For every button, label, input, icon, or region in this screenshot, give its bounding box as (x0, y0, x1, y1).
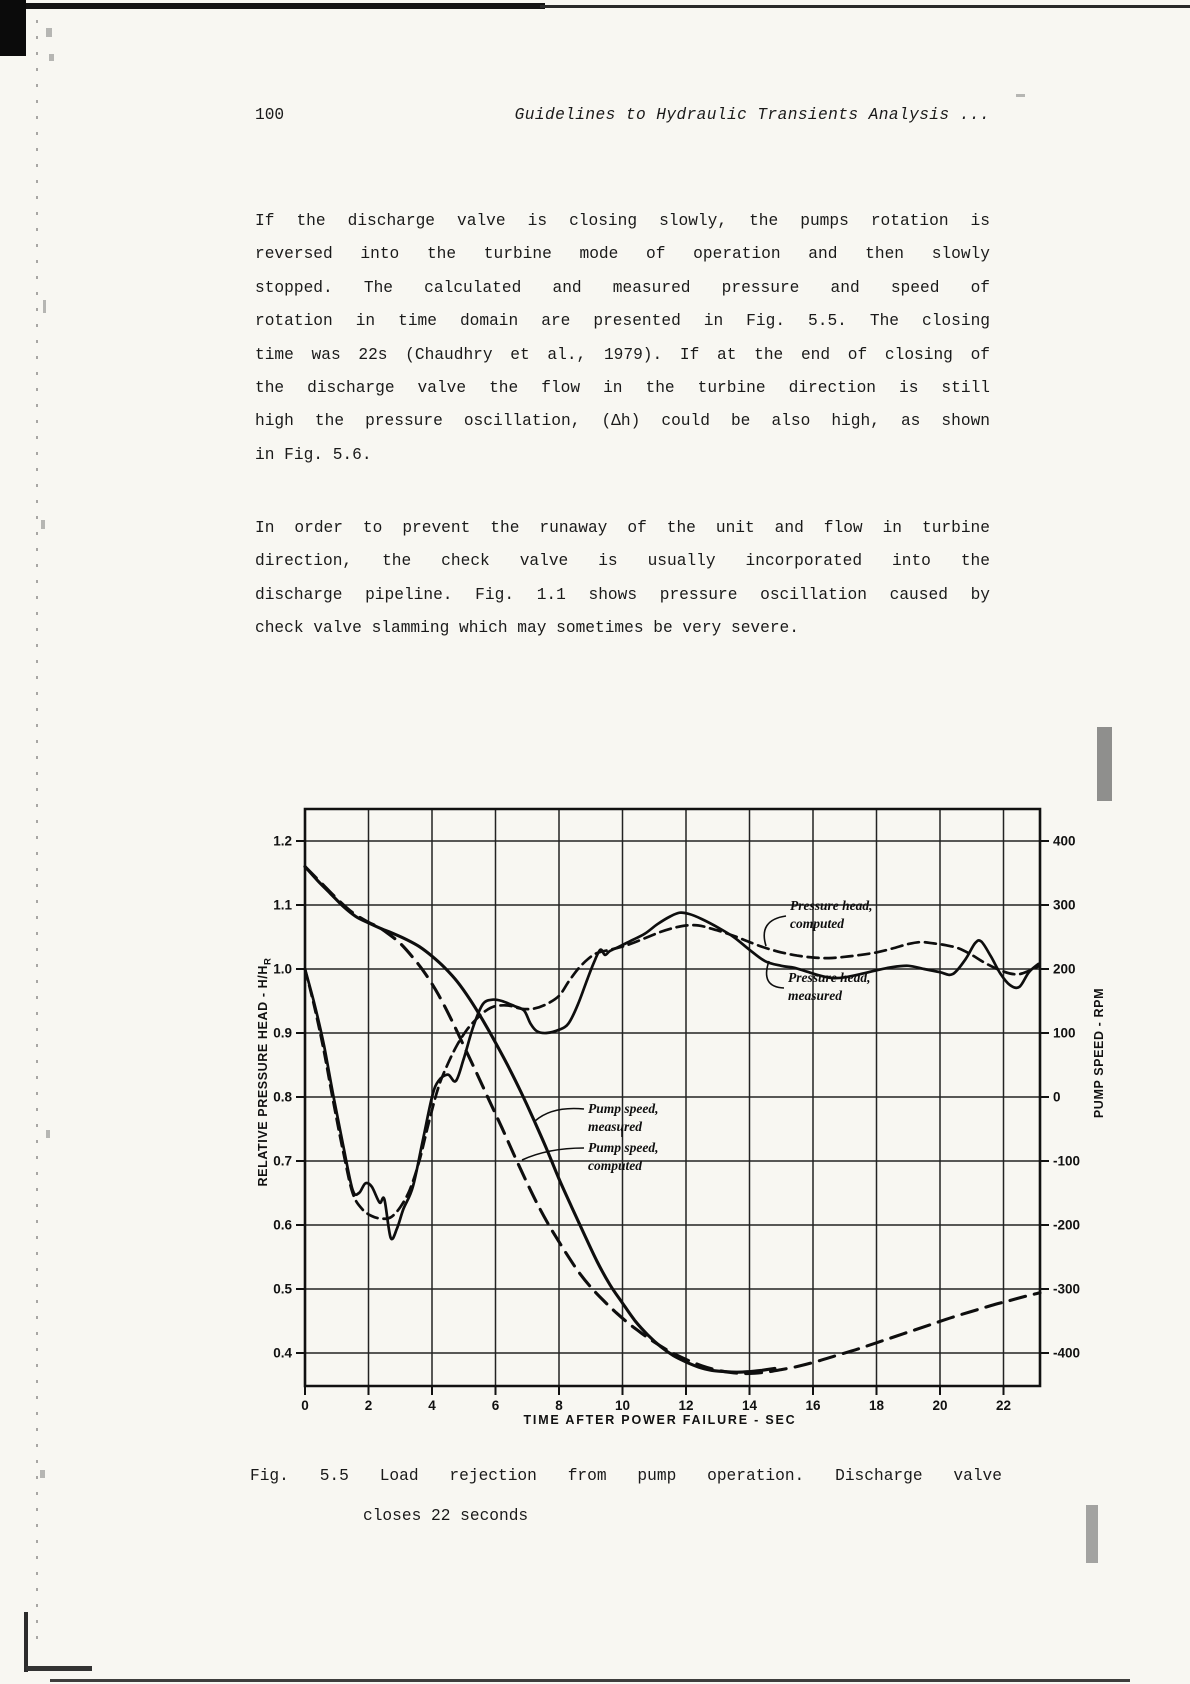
svg-text:-200: -200 (1053, 1217, 1081, 1233)
annotation-pump-speed-computed: Pump speed, computed (588, 1140, 659, 1173)
scan-edge-bottom (50, 1679, 1130, 1682)
text-line: time was 22s (Chaudhry et al., 1979). If at the end of closing of (255, 345, 990, 364)
svg-text:PUMP SPEED - RPM: PUMP SPEED - RPM (1092, 987, 1106, 1119)
svg-text:14: 14 (741, 1398, 758, 1413)
svg-text:100: 100 (1053, 1025, 1076, 1041)
paragraph-1 (255, 205, 990, 472)
svg-text:4: 4 (428, 1398, 436, 1413)
svg-text:RELATIVE PRESSURE HEAD - H/HR: RELATIVE PRESSURE HEAD - $H/H_R$ (256, 957, 274, 1187)
svg-text:1.1: 1.1 (273, 897, 292, 913)
text-line: the discharge valve the flow in the turbine direction is still (255, 379, 990, 398)
svg-text:12: 12 (678, 1398, 694, 1413)
text-line: high the pressure oscillation, (Δh) could be also high, as shown (255, 412, 990, 431)
page-header (255, 106, 990, 124)
annotation-pressure-head-computed: Pressure head, computed (790, 898, 873, 931)
curve-pump-speed-measured (305, 867, 775, 1373)
scan-speck (49, 54, 54, 61)
text-line: If the discharge valve is closing slowly, the pumps rotation is (255, 212, 990, 230)
scan-smudge-right-lower (1086, 1505, 1098, 1563)
text-line: rotation in time domain are presented in Fig. 5.5. The closing (255, 312, 990, 331)
svg-text:22: 22 (995, 1398, 1012, 1413)
figure-5-5-chart (230, 735, 1130, 1445)
svg-text:-400: -400 (1053, 1345, 1081, 1361)
scan-edge-top-right (540, 5, 1190, 8)
svg-text:6: 6 (491, 1398, 500, 1413)
figure-caption-line2: closes 22 seconds (363, 1507, 529, 1525)
svg-text:16: 16 (805, 1398, 821, 1413)
svg-text:0.9: 0.9 (273, 1025, 292, 1041)
svg-text:8: 8 (555, 1398, 563, 1413)
svg-text:10: 10 (614, 1398, 631, 1413)
svg-text:300: 300 (1053, 897, 1076, 913)
paragraph-2 (255, 512, 990, 646)
scan-speck (1016, 94, 1025, 97)
curve-pressure-head-measured (305, 913, 1038, 1240)
scan-corner-bottom-left-h (26, 1666, 92, 1671)
scan-binding-dots (36, 20, 38, 1650)
svg-text:0: 0 (301, 1398, 309, 1413)
text-line: direction, the check valve is usually incorporated into the (255, 552, 990, 571)
annotation-pressure-head-measured: Pressure head, measured (788, 970, 871, 1003)
figure-caption-line1: Fig. 5.5 Load rejection from pump operation. Discharge valve (250, 1467, 1002, 1485)
text-line: stopped. The calculated and measured pressure and speed of (255, 278, 990, 297)
figure-caption (250, 1456, 1002, 1536)
text-line: in Fig. 5.6. (255, 445, 372, 464)
scan-edge-top-left (0, 3, 545, 9)
svg-text:0: 0 (1053, 1089, 1061, 1105)
svg-text:0.6: 0.6 (273, 1217, 292, 1233)
svg-text:20: 20 (932, 1398, 948, 1413)
svg-text:1.0: 1.0 (273, 961, 292, 977)
text-line: discharge pipeline. Fig. 1.1 shows pressure oscillation caused by (255, 585, 990, 604)
scan-speck (46, 1130, 50, 1138)
text-line: check valve slamming which may sometimes be very severe. (255, 619, 799, 638)
running-title: Guidelines to Hydraulic Transients Analysis ... (514, 106, 990, 124)
page-number: 100 (255, 106, 285, 124)
text-line: In order to prevent the runaway of the unit and flow in turbine (255, 519, 990, 537)
scan-speck (43, 300, 46, 313)
scan-speck (41, 520, 45, 529)
svg-text:0.7: 0.7 (273, 1153, 292, 1169)
scan-speck (40, 1470, 45, 1478)
svg-text:0.4: 0.4 (273, 1345, 292, 1361)
svg-text:400: 400 (1053, 833, 1076, 849)
svg-text:1.2: 1.2 (273, 833, 292, 849)
svg-text:2: 2 (364, 1398, 373, 1413)
annotation-pump-speed-measured: Pump speed, measured (588, 1101, 659, 1134)
svg-text:-300: -300 (1053, 1281, 1081, 1297)
text-line: reversed into the turbine mode of operation and then slowly (255, 245, 990, 264)
svg-text:TIME AFTER POWER FAILURE - SEC: TIME AFTER POWER FAILURE - SEC (523, 1413, 797, 1427)
svg-text:200: 200 (1053, 961, 1076, 977)
svg-text:-100: -100 (1053, 1153, 1081, 1169)
svg-text:0.5: 0.5 (273, 1281, 292, 1297)
scan-corner-mark (0, 0, 26, 56)
scan-speck (46, 28, 52, 37)
svg-text:0.8: 0.8 (273, 1089, 292, 1105)
scan-corner-bottom-left-v (24, 1612, 28, 1672)
svg-text:18: 18 (868, 1398, 885, 1413)
